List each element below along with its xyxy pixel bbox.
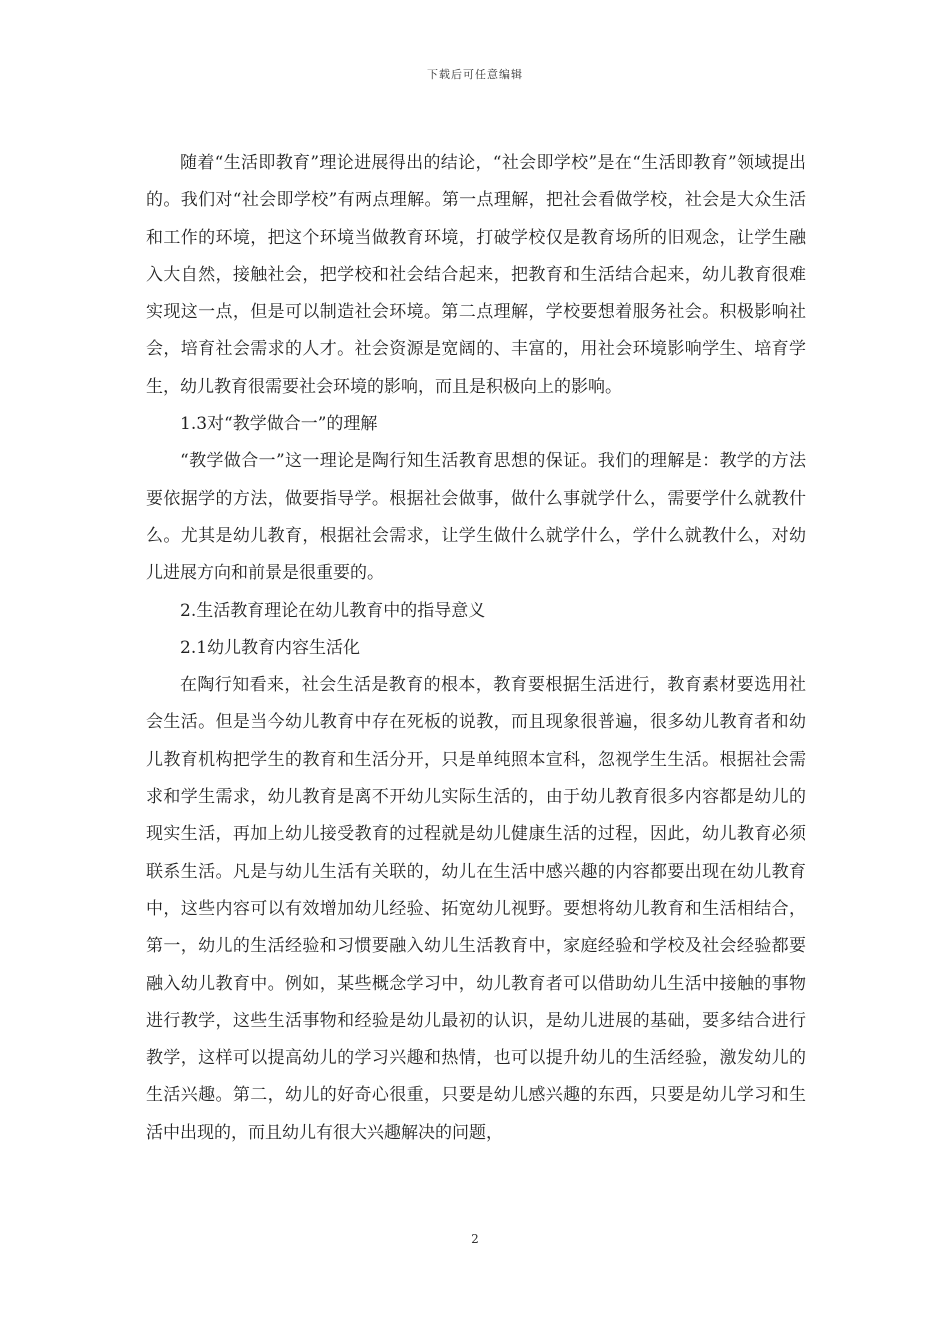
paragraph-life-based-content: 在陶行知看来，社会生活是教育的根本，教育要根据生活进行，教育素材要选用社会生活。但是当今幼儿教育中存在死板的说教，而且现象很普遍，很多幼儿教育者和幼儿教育机构把学生的教育和生活分开，只是单纯照本宣科，忽视学生生活。根据社会需求和学生需求，幼儿教育是离不开幼儿实际生活的，由于幼儿教育很多内容都是幼儿的现实生活，再加上幼儿接受教育的过程就是幼儿健康生活的过程，因此，幼儿教育必须联系生活。凡是与幼儿生活有关联的，幼儿在生活中感兴趣的内容都要出现在幼儿教育中，这些内容可以有效增加幼儿经验、拓宽幼儿视野。要想将幼儿教育和生活相结合，第一，幼儿的生活经验和习惯要融入幼儿生活教育中，家庭经验和学校及社会经验都要融入幼儿教育中。例如，某些概念学习中，幼儿教育者可以借助幼儿生活中接触的事物进行教学，这些生活事物和经验是幼儿最初的认识，是幼儿进展的基础，要多结合进行教学，这样可以提高幼儿的学习兴趣和热情，也可以提升幼儿的生活经验，激发幼儿的生活兴趣。第二，幼儿的好奇心很重，只要是幼儿感兴趣的东西，只要是幼儿学习和生活中出现的，而且幼儿有很大兴趣解决的问题， xyxy=(146,675,806,1143)
body-text xyxy=(146,145,806,1152)
section-heading-1-3: 1.3对“教学做合一”的理解 xyxy=(180,414,378,435)
page-number: 2 xyxy=(471,1232,479,1246)
section-heading-2-1: 2.1幼儿教育内容生活化 xyxy=(180,637,361,658)
paragraph-teach-learn-do: “教学做合一”这一理论是陶行知生活教育思想的保证。我们的理解是：教学的方法要依据学的方法，做要指导学。根据社会做事，做什么事就学什么，需要学什么就教什么。尤其是幼儿教育，根据社会需求，让学生做什么就学什么，学什么就教什么，对幼儿进展方向和前景是很重要的。 xyxy=(146,451,806,584)
page-header: 下载后可任意编辑 xyxy=(427,68,523,81)
paragraph-society-is-school: 随着“生活即教育”理论进展得出的结论，“社会即学校”是在“生活即教育”领域提出的。我们对“社会即学校”有两点理解。第一点理解，把社会看做学校，社会是大众生活和工作的环境，把这个环境当做教育环境，打破学校仅是教育场所的旧观念，让学生融入大自然，接触社会，把学校和社会结合起来，把教育和生活结合起来，幼儿教育很难实现这一点，但是可以制造社会环境。第二点理解，学校要想着服务社会。积极影响社会，培育社会需求的人才。社会资源是宽阔的、丰富的，用社会环境影响学生、培育学生，幼儿教育很需要社会环境的影响，而且是积极向上的影响。 xyxy=(146,153,806,397)
section-heading-2: 2.生活教育理论在幼儿教育中的指导意义 xyxy=(180,600,486,621)
